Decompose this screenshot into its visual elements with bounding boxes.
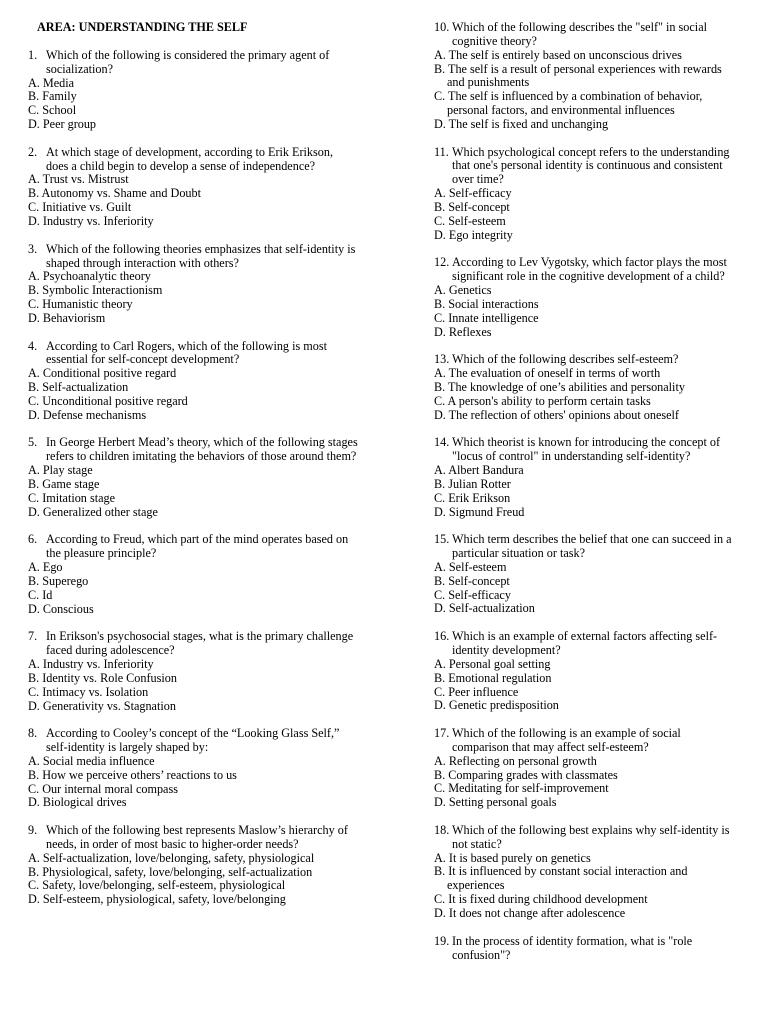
right-question-list <box>434 21 734 962</box>
question-text: Which is an example of external factors affecting self-identity development? <box>452 629 718 657</box>
question-number: 10. <box>434 20 450 34</box>
question-stem <box>434 533 734 561</box>
question-number: 18. <box>434 822 450 837</box>
answer-option: C. Safety, love/belonging, self-esteem, physiological <box>28 878 286 893</box>
answer-option: A. Personal goal setting <box>434 656 551 671</box>
question-stem <box>28 436 358 464</box>
answer-option: A. Play stage <box>28 463 93 478</box>
question-stem <box>434 146 734 188</box>
answer-option: C. Self-esteem <box>434 213 506 228</box>
answer-option: D. Biological drives <box>28 795 127 810</box>
question-text: Which psychological concept refers to the understanding that one's personal identity is continuous and consistent over time? <box>452 144 730 187</box>
question-number: 12. <box>434 255 450 270</box>
question-number: 13. <box>434 352 450 367</box>
question-text: Which of the following describes self-esteem? <box>452 352 679 367</box>
answer-option: A. Reflecting on personal growth <box>434 753 597 768</box>
answer-option: A. Media <box>28 75 75 90</box>
answer-option: C. Innate intelligence <box>434 310 539 325</box>
answer-option: D. Sigmund Freud <box>434 504 525 519</box>
question-block <box>434 21 734 132</box>
answer-option: C. School <box>28 103 77 118</box>
question-block <box>434 146 734 243</box>
answer-option: D. The self is fixed and unchanging <box>434 116 609 131</box>
question-block <box>28 436 358 519</box>
answer-option: C. Id <box>28 587 53 602</box>
answer-option: B. Symbolic Interactionism <box>28 283 163 298</box>
question-stem <box>434 630 734 658</box>
question-stem <box>434 353 734 367</box>
question-text: Which of the following best represents Maslow’s hierarchy of needs, in order of most basic to higher-order needs? <box>46 823 348 851</box>
question-number: 15. <box>434 532 450 547</box>
answer-option: D. Generalized other stage <box>28 504 158 519</box>
question-block <box>28 340 358 423</box>
question-block <box>28 146 358 229</box>
question-stem <box>434 436 734 464</box>
answer-option: C. Peer influence <box>434 684 519 699</box>
question-stem <box>28 243 358 271</box>
answer-option: B. Social interactions <box>434 296 539 311</box>
question-block <box>434 533 734 616</box>
question-block <box>28 727 358 810</box>
answer-option: D. Conscious <box>28 601 94 616</box>
question-text: Which of the following is considered the primary agent of socialization? <box>46 47 330 76</box>
answer-option: C. Humanistic theory <box>28 297 133 312</box>
question-text: Which theorist is known for introducing the concept of "locus of control" in understanding self-identity? <box>452 435 721 464</box>
question-stem <box>28 340 358 368</box>
question-stem <box>434 256 734 284</box>
answer-option: A. Albert Bandura <box>434 463 524 477</box>
question-number: 16. <box>434 629 450 644</box>
answer-option: A. Genetics <box>434 283 492 298</box>
answer-option: B. Superego <box>28 573 89 588</box>
answer-option: A. Self-actualization, love/belonging, safety, physiological <box>28 850 315 865</box>
answer-option: D. Setting personal goals <box>434 795 557 810</box>
left-question-list <box>28 49 358 907</box>
answer-option: B. The self is a result of personal experiences with rewards and punishments <box>434 61 722 90</box>
question-stem <box>28 824 358 852</box>
question-block <box>28 49 358 132</box>
question-text: In George Herbert Mead’s theory, which of the following stages refers to children imitating the behaviors of those around them? <box>46 435 358 464</box>
answer-option: C. A person's ability to perform certain tasks <box>434 393 651 408</box>
answer-option: A. Social media influence <box>28 753 155 768</box>
question-block <box>434 436 734 519</box>
question-text: Which of the following describes the "self" in social cognitive theory? <box>452 20 707 48</box>
question-number: 19. <box>434 933 450 948</box>
answer-option: D. Industry vs. Inferiority <box>28 213 154 228</box>
question-number: 3. <box>28 241 38 256</box>
answer-option: B. It is influenced by constant social interaction and experiences <box>434 864 688 893</box>
question-number: 17. <box>434 726 450 741</box>
question-stem <box>434 727 734 755</box>
answer-option: B. Comparing grades with classmates <box>434 767 618 782</box>
question-number: 8. <box>28 726 38 741</box>
page-title: AREA: UNDERSTANDING THE SELF <box>37 20 248 34</box>
question-stem <box>434 824 734 852</box>
question-block <box>28 824 358 907</box>
answer-option: D. It does not change after adolescence <box>434 906 626 920</box>
answer-option: A. The evaluation of oneself in terms of worth <box>434 366 661 381</box>
question-number: 5. <box>28 435 38 450</box>
answer-option: C. Erik Erikson <box>434 490 511 505</box>
question-block <box>434 630 734 713</box>
answer-option: B. Family <box>28 89 77 104</box>
question-stem <box>28 146 358 174</box>
answer-option: B. How we perceive others’ reactions to us <box>28 767 237 782</box>
question-block <box>28 533 358 616</box>
question-text: Which of the following best explains why self-identity is not static? <box>452 822 730 851</box>
answer-option: A. Psychoanalytic theory <box>28 269 151 284</box>
answer-option: D. Behaviorism <box>28 310 106 325</box>
question-block <box>434 935 734 963</box>
answer-option: B. Self-concept <box>434 199 510 214</box>
answer-option: D. Reflexes <box>434 324 492 339</box>
question-number: 9. <box>28 823 38 838</box>
question-number: 6. <box>28 532 38 547</box>
answer-option: D. Self-esteem, physiological, safety, love/belonging <box>28 892 286 907</box>
question-block <box>434 353 734 422</box>
left-column <box>28 19 358 907</box>
answer-option: C. Our internal moral compass <box>28 781 178 796</box>
question-number: 14. <box>434 435 450 450</box>
answer-option: A. Conditional positive regard <box>28 366 177 381</box>
answer-option: D. Ego integrity <box>434 227 513 242</box>
question-text: According to Lev Vygotsky, which factor plays the most significant role in the cognitive development of a child? <box>452 255 727 284</box>
question-text: According to Carl Rogers, which of the following is most essential for self-concept development? <box>46 338 327 367</box>
answer-option: C. Initiative vs. Guilt <box>28 200 132 215</box>
answer-option: A. Trust vs. Mistrust <box>28 172 129 187</box>
answer-option: B. Julian Rotter <box>434 476 511 491</box>
answer-option: B. Self-actualization <box>28 380 129 395</box>
answer-option: D. Genetic predisposition <box>434 698 559 713</box>
answer-option: C. The self is influenced by a combination of behavior, personal factors, and environmental influences <box>434 89 703 118</box>
answer-option: B. Self-concept <box>434 573 510 588</box>
answer-option: C. Unconditional positive regard <box>28 393 188 408</box>
answer-option: D. Generativity vs. Stagnation <box>28 698 176 713</box>
answer-option: C. Self-efficacy <box>434 587 511 602</box>
question-block <box>434 727 734 810</box>
answer-option: B. Autonomy vs. Shame and Doubt <box>28 186 201 201</box>
answer-option: A. It is based purely on genetics <box>434 850 591 865</box>
answer-option: A. Self-esteem <box>434 559 507 574</box>
answer-option: B. Emotional regulation <box>434 670 552 685</box>
answer-option: C. It is fixed during childhood development <box>434 892 648 907</box>
question-stem <box>28 49 358 77</box>
question-stem <box>28 727 358 755</box>
answer-option: A. Ego <box>28 560 63 575</box>
answer-option: C. Intimacy vs. Isolation <box>28 684 149 699</box>
question-stem <box>28 630 358 658</box>
question-block <box>434 256 734 339</box>
answer-option: A. Self-efficacy <box>434 186 512 201</box>
question-stem <box>434 21 734 49</box>
question-text: In Erikson's psychosocial stages, what is the primary challenge faced during adolescence? <box>46 629 354 658</box>
answer-option: A. Industry vs. Inferiority <box>28 656 154 671</box>
question-number: 7. <box>28 629 38 644</box>
answer-option: C. Meditating for self-improvement <box>434 781 609 796</box>
answer-option: B. Identity vs. Role Confusion <box>28 670 177 685</box>
question-text: In the process of identity formation, what is "role confusion"? <box>452 933 693 962</box>
question-text: Which of the following theories emphasizes that self-identity is shaped through interaction with others? <box>46 241 356 270</box>
answer-option: D. Self-actualization <box>434 601 535 616</box>
question-text: According to Freud, which part of the mind operates based on the pleasure principle? <box>46 532 349 561</box>
answer-option: B. The knowledge of one’s abilities and personality <box>434 379 685 394</box>
right-column <box>434 19 734 962</box>
question-stem <box>434 935 734 963</box>
question-block <box>28 243 358 326</box>
answer-option: B. Game stage <box>28 477 100 491</box>
question-text: At which stage of development, according to Erik Erikson, does a child begin to develop a sense of independence? <box>46 144 334 173</box>
question-stem <box>28 533 358 561</box>
question-block <box>28 630 358 713</box>
question-number: 1. <box>28 47 38 62</box>
question-number: 11. <box>434 144 449 159</box>
question-number: 4. <box>28 338 38 353</box>
answer-option: D. Defense mechanisms <box>28 407 147 422</box>
question-text: According to Cooley’s concept of the “Looking Glass Self,” self-identity is largely shaped by: <box>46 726 340 755</box>
question-text: Which term describes the belief that one can succeed in a particular situation or task? <box>452 532 732 561</box>
question-number: 2. <box>28 144 38 159</box>
answer-option: C. Imitation stage <box>28 490 115 505</box>
answer-option: B. Physiological, safety, love/belonging, self-actualization <box>28 864 313 879</box>
question-block <box>434 824 734 921</box>
answer-option: D. Peer group <box>28 117 97 132</box>
answer-option: A. The self is entirely based on unconscious drives <box>434 47 682 62</box>
answer-option: D. The reflection of others' opinions about oneself <box>434 407 679 422</box>
question-text: Which of the following is an example of social comparison that may affect self-esteem? <box>452 726 681 754</box>
